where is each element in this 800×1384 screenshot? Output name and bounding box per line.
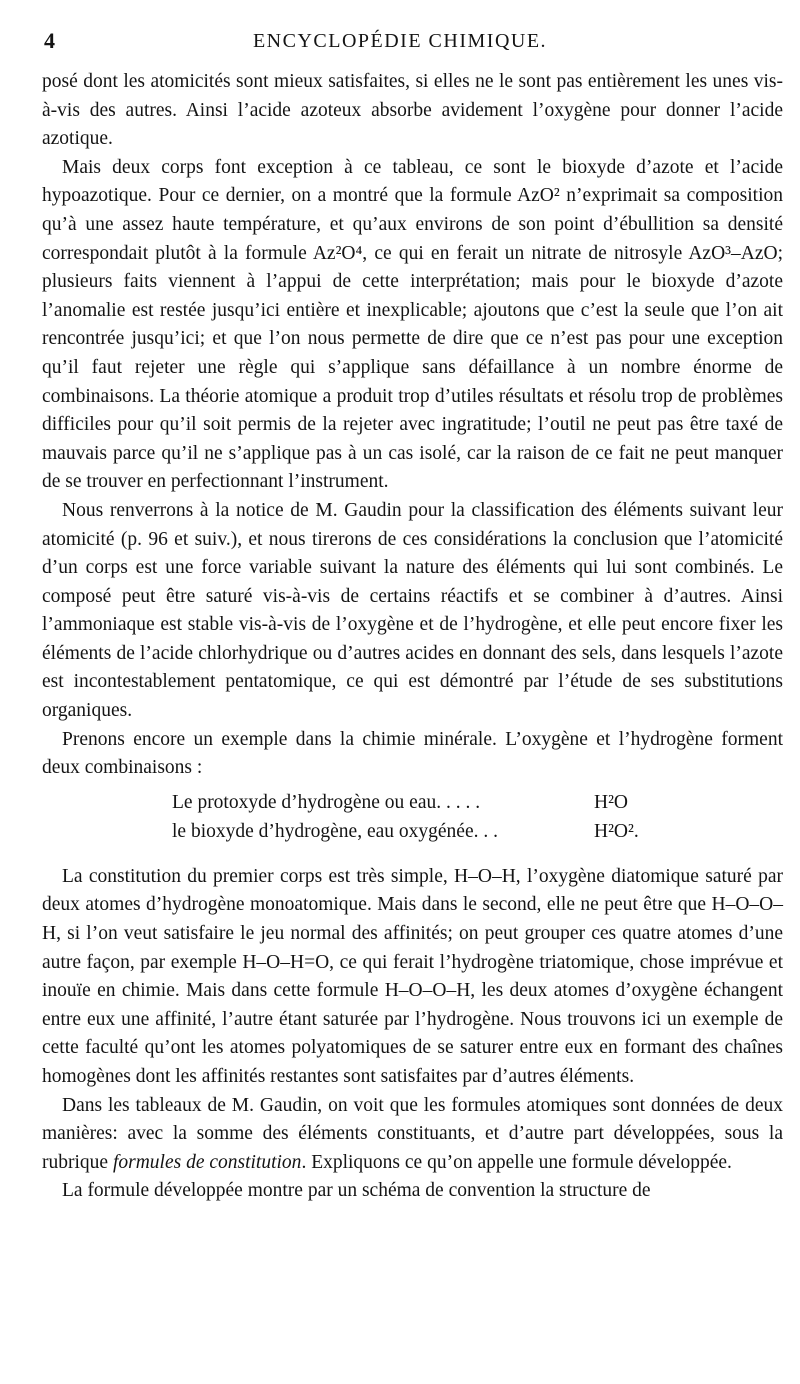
formula-row — [42, 789, 783, 818]
page-header — [40, 24, 760, 54]
paragraph-text: . Expliquons ce qu’on appelle une formule développée. — [301, 1151, 732, 1173]
paragraph — [42, 1092, 783, 1178]
italic-term: formules de constitution — [112, 1151, 302, 1173]
paragraph: La constitution du premier corps est très simple, H–O–H, l’oxygène diatomique saturé par deux atomes d’hydrogène monoatomique. Mais dans le second, elle ne peut être que H–O–O–H, si l’on veut satisfaire le jeu normal des affinités; on peut grouper ces quatre atomes d’une autre façon, par exemple H–O–H=O, ce qui ferait l’hydrogène triatomique, chose imprévue et inouïe en chimie. Mais dans cette formule H–O–O–H, les deux atomes d’oxygène échangent entre eux une affinité, l’autre étant saturée par l’hydrogène. Nous trouvons ici un exemple de cette faculté qu’ont les atomes polyatomiques de se saturer entre eux en formant des chaînes homogènes dont les affinités restantes sont satisfaites par d’autres éléments. — [42, 865, 783, 1087]
paragraph-text: Dans les tableaux de M. Gaudin, on voit que les formules atomiques sont données de deux manières: avec la somme des éléments constituants, et d’autre part développées, sous la rubrique — [42, 1094, 783, 1173]
formula-label: le bioxyde d’hydrogène, eau oxygénée. . . — [172, 820, 498, 842]
paragraph: Mais deux corps font exception à ce tableau, ce sont le bioxyde d’azote et l’acide hypoazotique. Pour ce dernier, on a montré que la formule AzO² n’exprimait sa composition qu’à une assez haute température, et qu’aux environs de son point d’ébullition sa densité correspondait plutôt à la formule Az²O⁴, ce qui en ferait un nitrate de nitrosyle AzO³–AzO; plusieurs faits viennent à l’appui de cette interprétation; mais pour le bioxyde d’azote l’anomalie est restée jusqu’ici entière et inexplicable; ajoutons que c’est la seule que l’on ait rencontrée jusqu’ici; et que l’on nous permette de dire que ce n’est pas pour une exception qu’il faut rejeter une règle qui s’applique sans défaillance à un nombre énorme de combinaisons. La théorie atomique a produit trop d’utiles résultats et résolu trop de problèmes difficiles pour qu’il soit permis de la rejeter avec ingratitude; l’outil ne peut pas être taxé de mauvais parce qu’il ne s’applique pas à un cas isolé, car la raison de ce fait ne peut manquer de se trouver en perfectionnant l’instrument. — [42, 156, 783, 493]
body-text — [42, 68, 783, 1206]
formula-label: Le protoxyde d’hydrogène ou eau. . . . . — [172, 791, 481, 813]
page-number: 4 — [44, 28, 55, 53]
chemical-formula: H²O — [594, 791, 629, 813]
paragraph: Prenons encore un exemple dans la chimie minérale. L’oxygène et l’hydrogène forment deux combinaisons : — [42, 728, 783, 779]
formula-row — [42, 818, 783, 847]
paragraph: La formule développée montre par un schéma de convention la structure de — [62, 1180, 651, 1202]
formula-list — [42, 789, 783, 847]
paragraph: posé dont les atomicités sont mieux satisfaites, si elles ne le sont pas entièrement les unes vis-à-vis des autres. Ainsi l’acide azoteux absorbe avidement l’oxygène pour donner l’acide azotique. — [42, 71, 783, 150]
paragraph: Nous renverrons à la notice de M. Gaudin pour la classification des éléments suivant leur atomicité (p. 96 et suiv.), et nous tirerons de ces considérations la conclusion que l’atomicité d’un corps est une force variable suivant la nature des éléments qui lui sont combinés. Le composé peut être saturé vis-à-vis de certains réactifs et se combiner à d’autres. Ainsi l’ammoniaque est stable vis-à-vis de l’oxygène et de l’hydrogène, et elle peut encore fixer les éléments de l’acide chlorhydrique ou d’autres acides en donnant des sels, dans lesquels l’azote est incontestablement pentatomique, ce qui est démontré par l’étude de ses substitutions organiques. — [42, 499, 783, 722]
running-title: ENCYCLOPÉDIE CHIMIQUE. — [252, 30, 548, 52]
chemical-formula: H²O². — [594, 820, 639, 842]
